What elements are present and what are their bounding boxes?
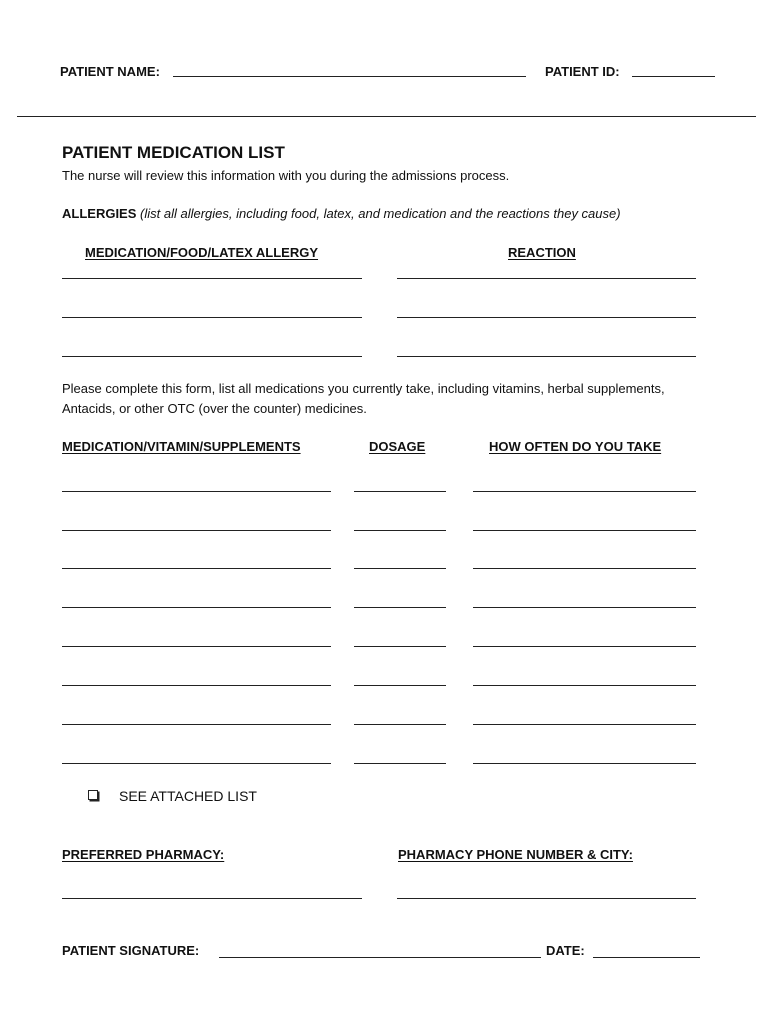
pharmacy-phone-city-field[interactable] bbox=[397, 898, 696, 899]
dosage-field[interactable] bbox=[354, 685, 446, 686]
see-attached-checkbox[interactable] bbox=[88, 790, 98, 800]
frequency-column-header: HOW OFTEN DO YOU TAKE bbox=[489, 439, 662, 454]
medication-field[interactable] bbox=[62, 491, 331, 492]
preferred-pharmacy-label: PREFERRED PHARMACY: bbox=[62, 847, 225, 862]
medication-field[interactable] bbox=[62, 568, 331, 569]
allergy-field[interactable] bbox=[62, 278, 362, 279]
frequency-field[interactable] bbox=[473, 607, 696, 608]
reaction-field[interactable] bbox=[397, 278, 696, 279]
patient-signature-field[interactable] bbox=[219, 957, 541, 958]
medication-field[interactable] bbox=[62, 685, 331, 686]
frequency-field[interactable] bbox=[473, 530, 696, 531]
frequency-field[interactable] bbox=[473, 763, 696, 764]
frequency-field[interactable] bbox=[473, 724, 696, 725]
preferred-pharmacy-field[interactable] bbox=[62, 898, 362, 899]
pharmacy-phone-city-label: PHARMACY PHONE NUMBER & CITY: bbox=[398, 847, 633, 862]
medication-column-header: MEDICATION/VITAMIN/SUPPLEMENTS bbox=[62, 439, 301, 454]
allergy-column-header: MEDICATION/FOOD/LATEX ALLERGY bbox=[85, 245, 319, 260]
allergies-label: ALLERGIES bbox=[62, 206, 137, 221]
dosage-field[interactable] bbox=[354, 607, 446, 608]
intro-text: The nurse will review this information with you during the admissions process. bbox=[62, 168, 510, 183]
frequency-field[interactable] bbox=[473, 646, 696, 647]
medication-field[interactable] bbox=[62, 724, 331, 725]
reaction-column-header: REACTION bbox=[508, 245, 576, 260]
dosage-field[interactable] bbox=[354, 491, 446, 492]
header-divider bbox=[17, 116, 756, 117]
dosage-field[interactable] bbox=[354, 568, 446, 569]
date-label: DATE: bbox=[546, 943, 585, 958]
frequency-field[interactable] bbox=[473, 685, 696, 686]
medication-field[interactable] bbox=[62, 530, 331, 531]
dosage-column-header: DOSAGE bbox=[369, 439, 426, 454]
dosage-field[interactable] bbox=[354, 530, 446, 531]
see-attached-label: SEE ATTACHED LIST bbox=[119, 788, 257, 804]
page-title: PATIENT MEDICATION LIST bbox=[62, 143, 285, 162]
patient-name-label: PATIENT NAME: bbox=[60, 64, 160, 79]
patient-id-field[interactable] bbox=[632, 76, 715, 77]
dosage-field[interactable] bbox=[354, 724, 446, 725]
frequency-field[interactable] bbox=[473, 568, 696, 569]
patient-id-label: PATIENT ID: bbox=[545, 64, 620, 79]
date-field[interactable] bbox=[593, 957, 700, 958]
medication-field[interactable] bbox=[62, 763, 331, 764]
patient-signature-label: PATIENT SIGNATURE: bbox=[62, 943, 200, 958]
medication-field[interactable] bbox=[62, 646, 331, 647]
patient-name-field[interactable] bbox=[173, 76, 526, 77]
instructions-line-2: Antacids, or other OTC (over the counter) medicines. bbox=[62, 401, 367, 416]
dosage-field[interactable] bbox=[354, 763, 446, 764]
reaction-field[interactable] bbox=[397, 317, 696, 318]
allergies-heading bbox=[62, 206, 621, 221]
allergy-field[interactable] bbox=[62, 317, 362, 318]
allergies-note: (list all allergies, including food, latex, and medication and the reactions they cause) bbox=[140, 206, 621, 221]
instructions-line-1: Please complete this form, list all medications you currently take, including vitamins, herbal supplements, bbox=[62, 381, 665, 396]
dosage-field[interactable] bbox=[354, 646, 446, 647]
medication-field[interactable] bbox=[62, 607, 331, 608]
allergy-field[interactable] bbox=[62, 356, 362, 357]
frequency-field[interactable] bbox=[473, 491, 696, 492]
reaction-field[interactable] bbox=[397, 356, 696, 357]
